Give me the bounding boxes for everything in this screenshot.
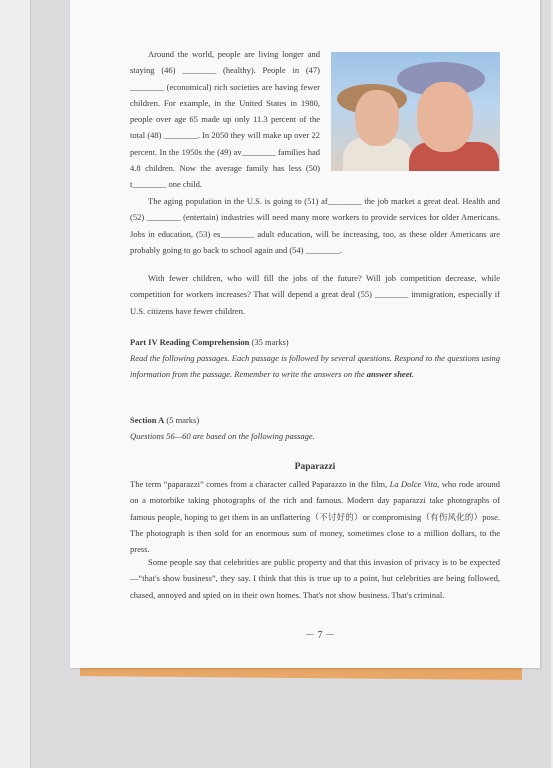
passage-title: Paparazzi	[294, 462, 336, 472]
section-heading: Section A	[130, 415, 165, 425]
passage-p1-start: The term “paparazzi” comes from a character called Paparazzo in the film,	[130, 479, 388, 489]
woman-face	[355, 90, 399, 146]
instructions-period: .	[411, 369, 414, 380]
instructions-text: Read the following passages. Each passage is followed by several questions. Respond to the questions using information from the passage. Remember to write the answers on the	[130, 353, 500, 380]
instructions	[130, 350, 500, 383]
part-iv-heading-line	[130, 334, 500, 350]
part-marks: (35 marks)	[251, 337, 289, 347]
cloze-paragraph-2: The aging population in the U.S. is going to (51) af________ the job market a great deal. Health and (52) ________ (entertain) industries will need many more workers to provide services for older Americans. Jobs in education, (53) es________ adult education, will be increasing, too, as these older Americans are probably going to go back to school again and (54) ________.	[130, 196, 500, 255]
page-number: － 7 －	[305, 630, 335, 641]
part-heading: Part IV Reading Comprehension	[130, 337, 250, 347]
film-title: La Dolce Vita	[389, 479, 438, 489]
cloze-paragraph-1: Around the world, people are living longer and staying (46) ________ (healthy). People in (47) ________ (economical) rich societies are having fewer children. For example, in the United States in 1980, people over age 65 made up only 11.3 percent of the total (48) ________. In 2050 they will make up over 22 percent. In the 1950s the (49) av________ families had 4.8 children. Now the average family has less (50) t________ one child.	[130, 49, 320, 190]
section-note: Questions 56—60 are based on the following passage.	[130, 431, 315, 441]
passage-paragraph-2: Some people say that celebrities are public property and that this invasion of privacy is to be expected—“that's show business”, they say. I think that this is true up to a point, but celebrities are being followed, chased, annoyed and spied on in their own homes. That's not show business. That's criminal.	[130, 557, 500, 600]
passage-p1-rest: , who rode around on a motorbike taking photographs of the rich and famous. Modern day paparazzi take photographs of famous people, hoping to get them in an unflattering（不讨好的）or compromising（有伤风化的）pose. The photograph is then sold for an enormous sum of money, sometimes close to a million dollars, to the press.	[130, 479, 500, 555]
section-marks: (5 marks)	[166, 415, 200, 425]
man-face	[417, 82, 473, 152]
passage-paragraph-1	[130, 476, 500, 557]
instructions-bold: answer sheet	[366, 369, 412, 380]
elderly-couple-photo	[331, 52, 500, 171]
section-a-heading-line	[130, 412, 500, 428]
cloze-paragraph-3: With fewer children, who will fill the jobs of the future? Will job competition decrease, while competition for workers increases? That will depend a great deal (55) ________ immigration, especially if U.S. citizens have fewer children.	[130, 273, 500, 316]
